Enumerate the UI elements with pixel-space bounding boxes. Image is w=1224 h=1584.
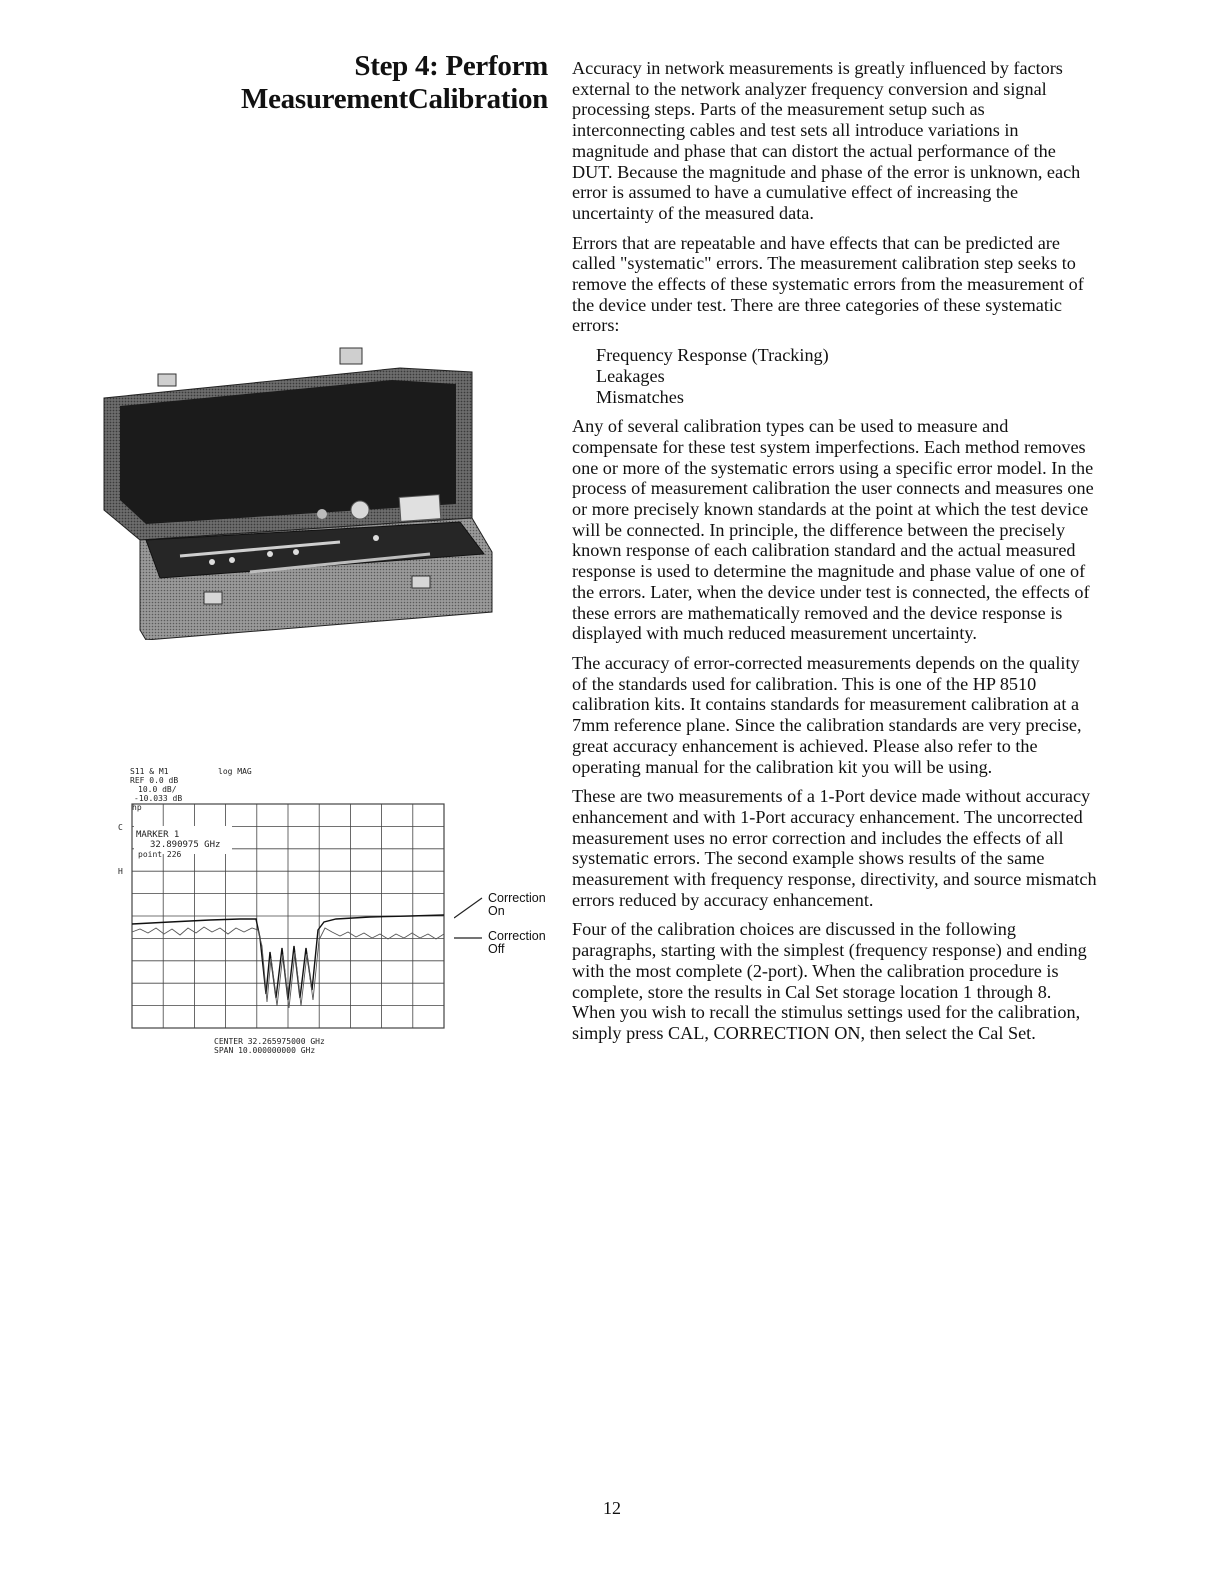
plot-format-label: log MAG [218,767,252,776]
plot-center-label: CENTER 32.265975000 GHz [214,1037,325,1046]
plot-marker-value: -10.033 dB [134,794,183,803]
paragraph-systematic-errors: Errors that are repeatable and have effects that can be predicted are called "systematic" errors. The measurement calibration step seeks to remove the effects of these systematic errors from the measurement of the device under test. There are three categories of these systematic errors: [572,232,1084,336]
legend-correction-on [454,892,564,918]
paragraph-two-measurements: These are two measurements of a 1-Port device made without accuracy enhancement and with 1-Port accuracy enhancement. The uncorrected measurement uses no error correction and includes the effects of all systematic errors. The second example shows results of the same measurement with frequency response, directivity, and source mismatch errors reduced by accuracy enhancement. [572,786,1097,910]
legend-off-line-2: Off [488,942,505,956]
heading-line-1: Step 4: Perform [354,50,548,82]
legend-on-line-1: Correction [488,891,546,905]
plot-marker-freq: 32.890975 GHz [150,840,221,850]
list-item: Leakages [596,365,665,386]
heading-line-2: MeasurementCalibration [241,83,548,115]
plot-param-label: S11 & M1 [130,767,169,776]
plot-hp-label: hp [132,803,142,812]
paragraph-calibration-choices: Four of the calibration choices are discussed in the following paragraphs, starting with the simplest (frequency response) and ending with the most complete (2-port). When the calibration procedure is complete, store the results in Cal Set storage location 1 through 8. When you wish to recall the stimulus settings used for the calibration, simply press CAL, CORRECTION ON, then select the Cal Set. [572,919,1087,1043]
diagonal-leader-line-icon [454,896,484,920]
analyzer-plot [110,762,470,1062]
horizontal-leader-line-icon [454,934,484,944]
plot-ref-label: REF 0.0 dB [130,776,179,785]
plot-span-label: SPAN 10.000000000 GHz [214,1046,316,1055]
body-text-column [572,58,1097,1053]
plot-scale-label: 10.0 dB/ [138,785,177,794]
plot-legend [454,892,564,968]
calibration-kit-photo [100,340,500,640]
plot-marker-point: point 226 [138,850,182,859]
paragraph-accuracy: Accuracy in network measurements is greatly influenced by factors external to the network analyzer frequency conversion and signal processing steps. Parts of the measurement setup such as interconnecting cables and test sets all introduce variations in magnitude and phase that can distort the actual performance of the DUT. Because the magnitude and phase of the error is unknown, each error is assumed to have a cumulative effect of increasing the uncertainty of the measured data. [572,58,1081,223]
legend-correction-off [454,930,564,956]
plot-marker-label: MARKER 1 [136,830,180,840]
legend-on-line-2: On [488,904,505,918]
plot-c-label: C [118,823,123,832]
paragraph-calibration-types: Any of several calibration types can be used to measure and compensate for these test system imperfections. Each method removes one or more of the systematic errors using a specific error model. In the process of measurement calibration the user connects and measures one or more precisely known standards at the point at which the test device will be connected. In principle, the difference between the precisely known response of each calibration standard and the actual measured response is used to determine the magnitude and phase value of one of the errors. Later, when the device under test is connected, the effects of these errors are mathematically removed and the device response is displayed with much reduced measurement uncertainty. [572,416,1094,644]
paragraph-calibration-kit: The accuracy of error-corrected measurements depends on the quality of the standards used for calibration. This is one of the HP 8510 calibration kits. It contains standards for measurement calibration at a 7mm reference plane. Since the calibration standards are very precise, great accuracy enhancement is achieved. Please also refer to the operating manual for the calibration kit you will be using. [572,652,1082,777]
legend-off-line-1: Correction [488,929,546,943]
error-categories-list [596,345,1097,407]
list-item: Frequency Response (Tracking) [596,345,829,366]
section-heading [200,50,548,116]
plot-h-label: H [118,867,123,876]
page-number: 12 [603,1498,621,1518]
list-item: Mismatches [596,386,684,407]
